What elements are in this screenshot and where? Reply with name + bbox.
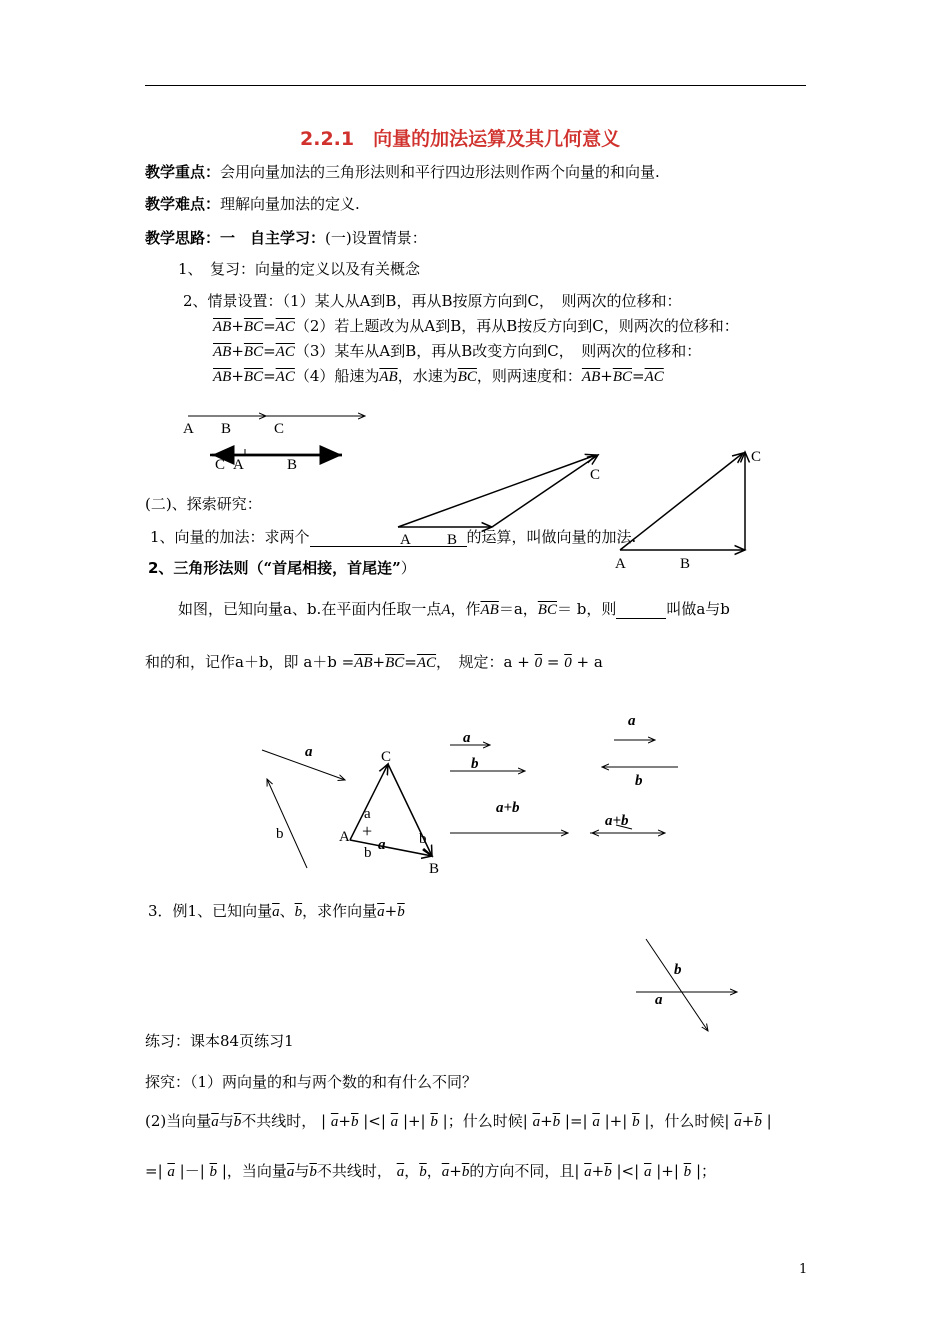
plus-sign: + [231,317,244,335]
label-b: b [635,773,643,789]
vec-bc: $\overline{BC}$ [243,319,264,335]
definition-text-b: 的运算，叫做向量的加法. [466,528,637,546]
definition-text-a: 1、向量的加法：求两个 [150,528,310,546]
explore2-text-e: ，什么时候 [649,1112,725,1130]
point-A: A [441,602,451,618]
label-a-plus-b: a+b [605,813,629,829]
label-C: C [274,421,285,437]
blank-line [616,600,666,619]
sum-line [145,651,603,672]
vec-b: $\overline{b}$ [552,1114,561,1130]
key-point-label: 教学重点： [145,163,221,181]
vec-a: $\overline{a}$ [286,1164,295,1180]
triangle-rule-b: “首尾相接，首尾连” [263,559,401,577]
vec-a: $\overline{a}$ [211,1114,219,1130]
vector-a-free [262,750,345,780]
item-2-text-3: （3）某车从A到B，再从B改变方向到C， 则两次的位移和： [294,342,702,360]
item-2-text-4c: ，则两速度和： [476,367,582,385]
vec-a: $\overline{a}$ [377,904,385,920]
explore2-text-a: (2)当向量 [145,1112,212,1130]
vec-a: $\overline{a}$ [272,904,280,920]
vector-b-free [267,779,307,868]
addition-definition [150,526,636,547]
plus-sign: + [372,653,386,671]
label-b: b [276,826,284,842]
label-C: C [590,467,601,483]
eq-sign: = [631,367,645,385]
label-A: A [615,556,626,572]
item-2-text-4a: （4）船速为 [294,367,380,385]
vec-b: $\overline{b}$ [632,1114,640,1130]
example-text-b: 、 [279,902,295,920]
label-B: B [287,457,298,473]
vec-b: $\overline{b}$ [754,1114,762,1130]
vec-b: $\overline{b}$ [233,1114,242,1130]
vec-b: $\overline{b}$ [430,1114,438,1130]
triangle-rule [148,557,416,578]
vec-b: $\overline{b}$ [419,1164,427,1180]
exercise: 练习：课本84页练习1 [145,1032,294,1050]
vec-a: $\overline{a}$ [390,1114,399,1130]
triangle1-bc [492,455,601,527]
zero-vector: 0 [534,655,543,671]
label-B: B [221,421,232,437]
vec-b: $\overline{b}$ [604,1164,612,1180]
example-text-a: 3．例1、已知向量 [148,902,273,920]
triangle-rule-a: 2、三角形法则（ [148,559,264,577]
vec-ab: $\overline{AB}$ [213,369,232,385]
vec-b: $\overline{b}$ [350,1114,359,1130]
sum-text-b: ， 规定：a + [436,653,530,671]
vec-b: $\overline{b}$ [461,1164,470,1180]
vec-bc: $\overline{BC}$ [385,655,405,671]
label-A: A [233,457,244,473]
section-2-heading: (二)、探索研究： [145,495,262,513]
vec-ab: $\overline{AB}$ [354,655,373,671]
eq-sign: = [263,342,276,360]
vec-a: $\overline{a}$ [396,1164,405,1180]
vec-b: $\overline{b}$ [209,1164,218,1180]
vec-b: $\overline{b}$ [309,1164,317,1180]
plus-sign: + [600,367,613,385]
approach-label: 教学思路：一 自主学习： [145,229,326,247]
vec-ac: $\overline{AC}$ [275,319,295,335]
vec-ab: $\overline{AB}$ [213,319,232,335]
vec-ac: $\overline{AC}$ [275,369,295,385]
label-A: A [339,829,350,845]
item-2-text-4b: ，水速为 [397,367,458,385]
vec-bc: $\overline{BC}$ [537,602,557,618]
vec-bc: $\overline{BC}$ [457,369,477,385]
plus-sign: + [231,367,244,385]
label-a: a [378,837,386,853]
label-b: b [364,845,372,861]
page-title: 2.2.1 向量的加法运算及其几何意义 [300,128,621,150]
label-A: A [183,421,194,437]
label-a: a [655,992,663,1008]
vec-ac: $\overline{AC}$ [416,655,437,671]
label-a: a [463,730,471,746]
vec-ac: $\overline{AC}$ [644,369,664,385]
item-2-line-1: 2、情景设置：（1）某人从A到B，再从B按原方向到C， 则两次的位移和： [183,292,682,310]
label-a: a [628,713,636,729]
triangle2-ac [620,453,743,550]
vec-a: $\overline{a}$ [330,1114,339,1130]
label-A: A [400,532,411,548]
explore3-text-d: 的方向不同，且 [469,1162,575,1180]
paragraph-text-c: ＝a， [498,600,538,618]
label-b: b [674,962,682,978]
example-text-c: ，求作向量 [302,902,378,920]
paragraph-text-e: 叫做a与b [666,600,730,618]
label-a-plus-b: a+b [496,800,520,816]
label-a: a [364,806,371,822]
label-plus: + [362,821,373,841]
label-B: B [429,861,440,877]
explore-1: 探究：（1）两向量的和与两个数的和有什么不同？ [145,1073,478,1091]
paragraph-text-d: ＝ b，则 [556,600,617,618]
triangle1-ac [398,455,596,527]
vec-a: $\overline{a}$ [532,1114,541,1130]
vec-a: $\overline{a}$ [167,1164,175,1180]
vec-bc: $\overline{BC}$ [612,369,632,385]
explore2-text-b: 与 [218,1112,234,1130]
sum-text-d: + a [576,653,603,671]
paragraph-text-b: ，作 [450,600,481,618]
explore-2: (2)当向量$\overline{a}$与$\overline{b}$不共线时， | $\overline{a}+\overline{b}$ |<| $\overline{a}$ |+| $\overline{b}$ |；什么时候| $\overline{a}+\overline{b}$ |=| $\overline{a}$ |+| $\overline{b}$ |，什么时候| $\overline{a}+\overline{b}$ | [145,1112,772,1130]
vec-ab: $\overline{AB}$ [213,344,232,360]
vec-b: $\overline{b}$ [397,904,405,920]
label-C: C [215,457,226,473]
example-1 [148,900,405,921]
vec-ab: $\overline{AB}$ [379,369,398,385]
eq-sign: = [404,653,417,671]
sum-text-a: 和的和，记作a＋b，即 a＋b [145,653,337,671]
difficulty-label: 教学难点： [145,195,221,213]
vec-a: $\overline{a}$ [734,1114,742,1130]
label-b: b [471,756,479,772]
explore2-text-c: 不共线时， [241,1112,317,1130]
vec-a: $\overline{a}$ [441,1164,450,1180]
vec-a: $\overline{a}$ [584,1164,592,1180]
eq-sign: = [263,317,276,335]
triangle-rule-paragraph [178,598,730,619]
difficulty-text: 理解向量加法的定义. [220,195,360,213]
explore-3: =| $\overline{a}$ |－| $\overline{b}$ |，当向量$\overline{a}$与$\overline{b}$不共线时， $\overline{a}$，$\overline{b}$，$\overline{a}+\overline{b}$的方向不同，且| $\overline{a}+\overline{b}$ |<| $\overline{a}$ |+| $\overline{b}$ |； [145,1162,716,1180]
label-B: B [447,532,458,548]
sum-text-c: = [546,653,560,671]
vec-bc: $\overline{BC}$ [243,369,264,385]
item-2-text-2: （2）若上题改为从A到B，再从B按反方向到C，则两次的位移和： [294,317,739,335]
zero-vector: 0 [564,655,572,671]
key-point-text: 会用向量加法的三角形法则和平行四边形法则作两个向量的和向量. [220,163,660,181]
explore2-text-d: ；什么时候 [447,1112,523,1130]
label-C: C [751,449,762,465]
vec-b: $\overline{b}$ [294,904,303,920]
blank-line [310,528,467,547]
item-1: 1、 复习：向量的定义以及有关概念 [178,260,421,278]
explore3-text-c: 不共线时， [316,1162,392,1180]
vec-bc: $\overline{BC}$ [243,344,264,360]
label-B: B [680,556,691,572]
explore3-text-b: 与 [294,1162,310,1180]
page-number: 1 [799,1262,808,1277]
vec-ac: $\overline{AC}$ [275,344,295,360]
vec-b: $\overline{b}$ [683,1164,692,1180]
label-b: b [419,831,427,847]
eq-sign: = [341,653,355,671]
label-C: C [381,749,392,765]
explore3-text-a: ，当向量 [226,1162,287,1180]
vec-a: $\overline{a}$ [643,1164,652,1180]
paragraph-text-a: 如图，已知向量a、b.在平面内任取一点 [178,600,442,618]
example-vector-b [646,939,708,1031]
vec-a: $\overline{a}$ [592,1114,600,1130]
approach-text: (一)设置情景： [325,229,427,247]
plus-sign: + [231,342,244,360]
vec-ab: $\overline{AB}$ [480,602,499,618]
label-a: a [305,744,313,760]
vec-ab: $\overline{AB}$ [581,369,601,385]
plus-sign: + [384,902,398,920]
eq-sign: = [263,367,276,385]
triangle-rule-c: ） [400,559,416,577]
